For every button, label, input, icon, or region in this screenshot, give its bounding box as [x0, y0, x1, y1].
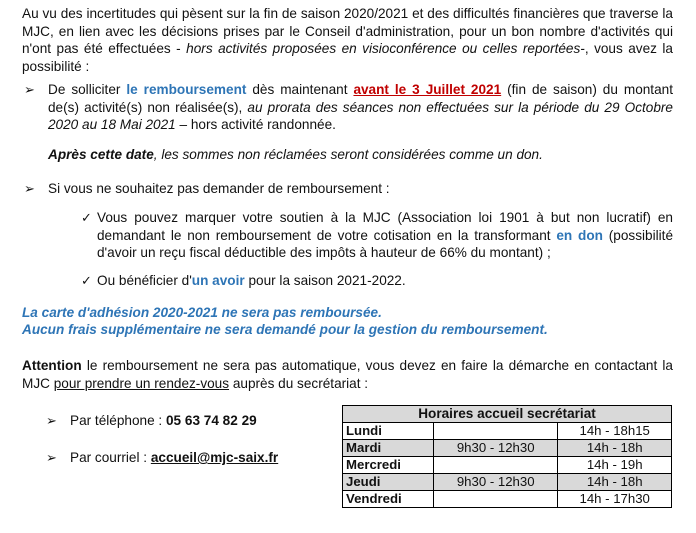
table-row: Jeudi 9h30 - 12h30 14h - 18h [343, 474, 672, 491]
arrow-bullet-icon: ➢ [46, 413, 57, 428]
credit-highlight: un avoir [191, 273, 245, 288]
arrow-bullet-icon: ➢ [46, 450, 57, 465]
hours-table-title: Horaires accueil secrétariat [343, 406, 672, 423]
table-row: Mardi 9h30 - 12h30 14h - 18h [343, 440, 672, 457]
table-row: Lundi 14h - 18h15 [343, 423, 672, 440]
table-row: Vendredi 14h - 17h30 [343, 491, 672, 508]
no-refund-lead: Si vous ne souhaitez pas demander de remboursement : [48, 181, 390, 196]
arrow-bullet-icon: ➢ [24, 82, 35, 97]
attention-paragraph: Attention le remboursement ne sera pas automatique, vous devez en faire la démarche en contactant la MJC pour prendre un rendez-vous auprès du secrétariat : [22, 358, 673, 391]
intro-paragraph [22, 5, 673, 75]
credit-option: Ou bénéficier d'un avoir pour la saison 2021-2022. [97, 273, 406, 288]
donation-highlight: en don [556, 227, 603, 243]
fees-note: Aucun frais supplémentaire ne sera demandé pour la gestion du remboursement. [22, 322, 548, 337]
email-link[interactable]: accueil@mjc-saix.fr [150, 450, 279, 465]
arrow-bullet-icon: ➢ [24, 181, 35, 196]
mail-line: Par courriel : accueil@mjc-saix.fr [70, 450, 279, 465]
phone-line: Par téléphone : 05 63 74 82 29 [70, 413, 257, 428]
refund-highlight: le remboursement [126, 82, 247, 97]
refund-paragraph: De solliciter le remboursement dès maintenant avant le 3 Juillet 2021 (fin de saison) du montant de(s) activité(s) non réalisée(s), au prorata des séances non effectuées sur la période du 29 Octobre 2020 au 18 Mai 2021 – hors activité randonnée. [48, 82, 673, 132]
table-row: Mercredi 14h - 19h [343, 457, 672, 474]
deadline: avant le 3 Juillet 2021 [353, 82, 502, 97]
intro-italic: hors activités proposées en visioconférence ou celles reportées- [186, 41, 585, 56]
check-bullet-icon: ✓ [81, 210, 92, 225]
intro-text: Au vu des incertitudes qui pèsent sur la fin de saison 2020/2021 et des difficultés financières que traverse la MJC, en lien avec les décisions prises par le Conseil d'administration, pour un bon nombre d'activités qui n'ont pas été effectuées - [22, 6, 673, 56]
intro-end: , vous avez la possibilité : [22, 41, 673, 74]
check-bullet-icon: ✓ [81, 273, 92, 288]
phone-number[interactable]: 05 63 74 82 29 [165, 413, 257, 428]
hours-table [342, 405, 672, 508]
membership-note: La carte d'adhésion 2020-2021 ne sera pas remboursée. [22, 305, 382, 320]
donation-option: Vous pouvez marquer votre soutien à la MJC (Association loi 1901 à but non lucratif) en demandant le non remboursement de votre cotisation en la transformant en don (possibilité d'avoir un reçu fiscal déductible des impôts à hauteur de 66% du montant) ; [97, 210, 673, 260]
after-date-note: Après cette date, les sommes non réclamées seront considérées comme un don. [48, 147, 543, 162]
